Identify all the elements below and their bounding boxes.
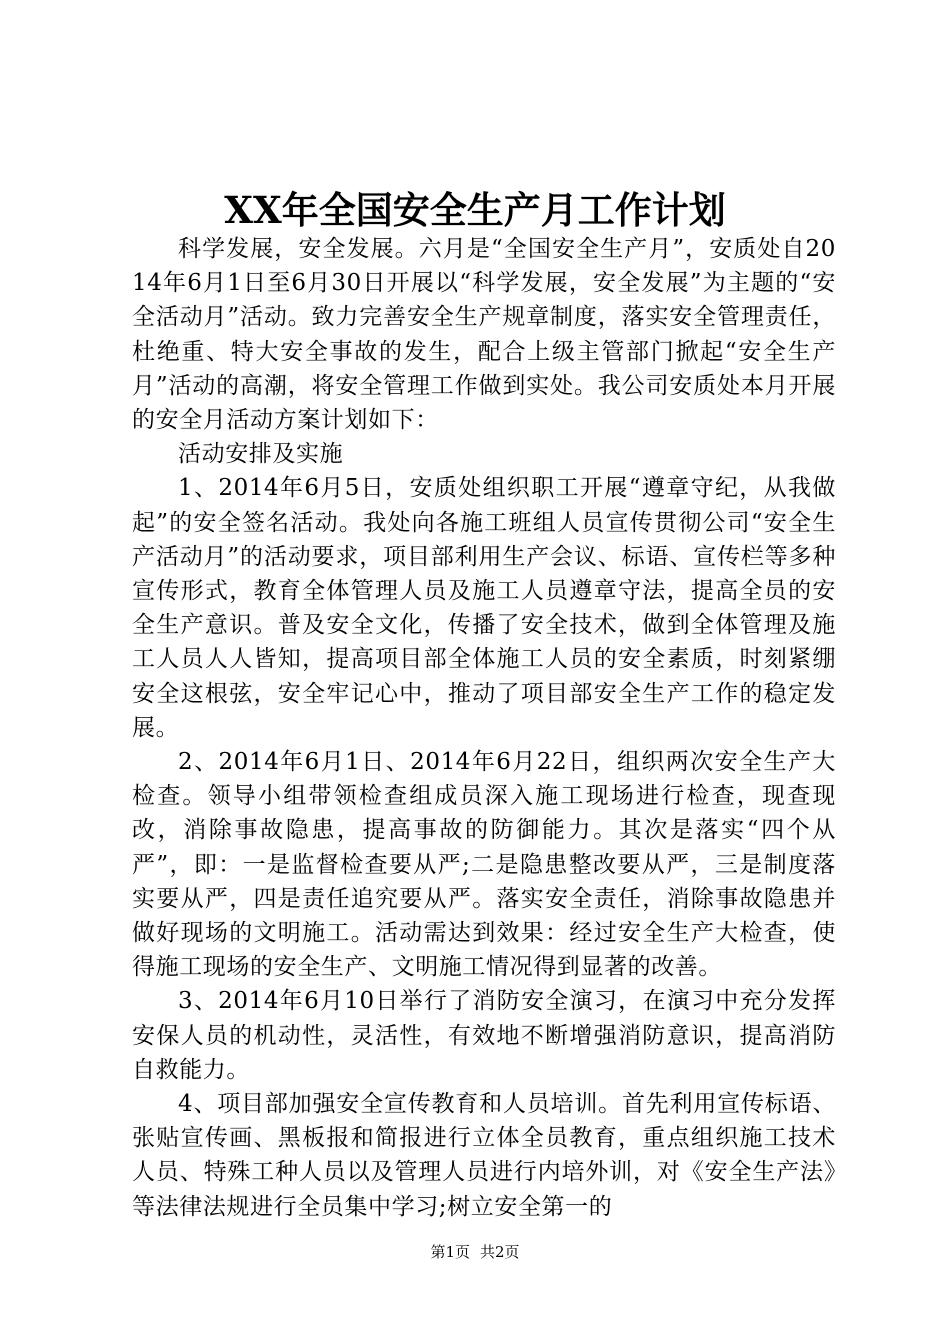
intro-paragraph: 科学发展，安全发展。六月是“全国安全生产月”，安质处自2014年6月1日至6月30日开展以“科学发展，安全发展”为主题的“安全活动月”活动。致力完善安全生产规章制度，落实安全管理责任，杜绝重、特大安全事故的发生，配合上级主管部门掀起“安全生产月”活动的高潮，将安全管理工作做到实处。我公司安质处本月开展的安全月活动方案计划如下： bbox=[132, 236, 836, 434]
item-1-paragraph: 1、2014年6月5日，安质处组织职工开展“遵章守纪，从我做起”的安全签名活动。我处向各施工班组人员宣传贯彻公司“安全生产活动月”的活动要求，项目部利用生产会议、标语、宣传栏等多种宣传形式，教育全体管理人员及施工人员遵章守法，提高全员的安全生产意识。普及安全文化，传播了安全技术，做到全体管理及施工人员人人皆知，提高项目部全体施工人员的安全素质，时刻紧绷安全这根弦，安全牢记心中，推动了项目部安全生产工作的稳定发展。 bbox=[132, 475, 836, 741]
item-4-paragraph: 4、项目部加强安全宣传教育和人员培训。首先利用宣传标语、张贴宣传画、黑板报和简报进行立体全员教育，重点组织施工技术人员、特殊工种人员以及管理人员进行内培外训，对《安全生产法》等法律法规进行全员集中学习;树立安全第一的 bbox=[132, 1091, 836, 1220]
document-title: XX年全国安全生产月工作计划 bbox=[224, 188, 726, 232]
page-footer bbox=[0, 1241, 950, 1263]
page-number: 第1页 bbox=[430, 1243, 470, 1261]
page-total: 共2页 bbox=[480, 1243, 520, 1261]
item-2-paragraph: 2、2014年6月1日、2014年6月22日，组织两次安全生产大检查。领导小组带领检查组成员深入施工现场进行检查，现查现改，消除事故隐患，提高事故的防御能力。其次是落实“四个从严”，即：一是监督检查要从严;二是隐患整改要从严，三是制度落实要从严，四是责任追究要从严。落实安全责任，消除事故隐患并做好现场的文明施工。活动需达到效果：经过安全生产大检查，使得施工现场的安全生产、文明施工情况得到显著的改善。 bbox=[132, 749, 836, 981]
item-3-paragraph: 3、2014年6月10日举行了消防安全演习，在演习中充分发挥安保人员的机动性，灵活性，有效地不断增强消防意识，提高消防自救能力。 bbox=[132, 988, 836, 1083]
section-heading: 活动安排及实施 bbox=[178, 441, 344, 468]
document-body bbox=[132, 232, 836, 1224]
